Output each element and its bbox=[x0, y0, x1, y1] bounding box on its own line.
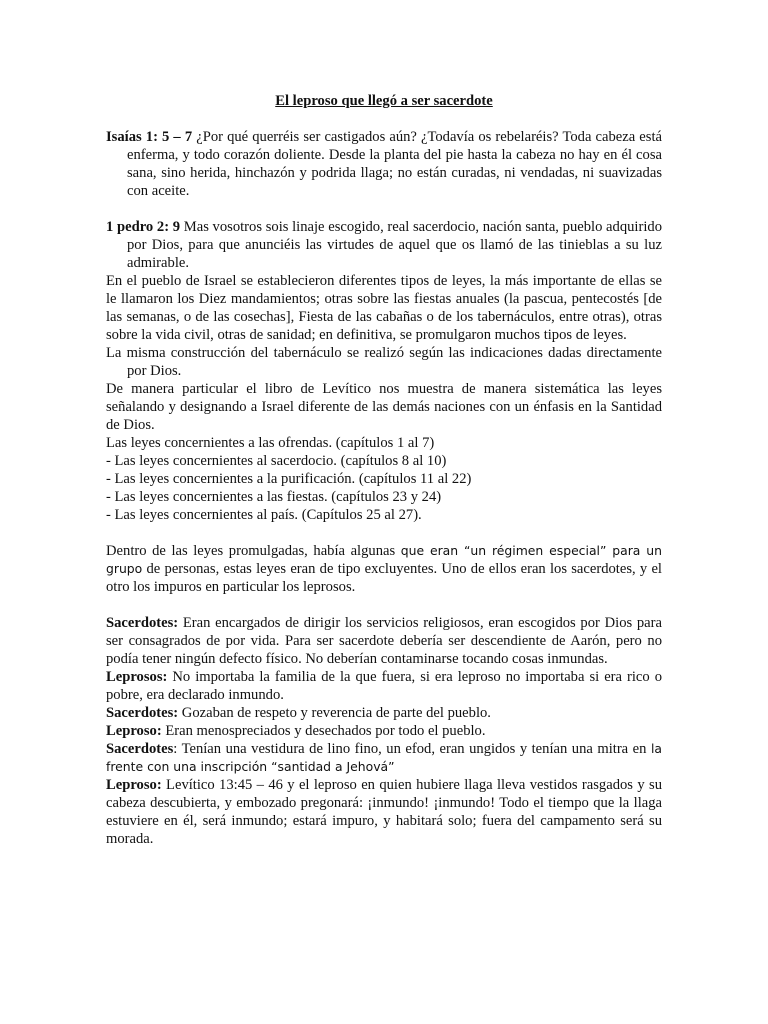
leyes-list-item: - Las leyes concernientes a la purificación. (capítulos 11 al 22) bbox=[106, 471, 472, 487]
leprosos-label: Leprosos: bbox=[106, 669, 168, 685]
leproso-label: Leproso: bbox=[106, 777, 162, 793]
spacer bbox=[106, 596, 662, 614]
sacerdotes-label: Sacerdotes: bbox=[106, 705, 179, 721]
sacerdotes-inscription: la frente con una inscripción “santidad a Jehová” bbox=[106, 741, 662, 774]
spacer bbox=[106, 200, 662, 218]
leyes-list-item: Las leyes concernientes a las ofrendas. (capítulos 1 al 7) bbox=[106, 435, 435, 451]
leprosos-status-text: No importaba la familia de la que fuera, si era leproso no importaba si era rico o pobre, era declarado inmundo. bbox=[106, 669, 662, 703]
leyes-list-item: - Las leyes concernientes a las fiestas. (capítulos 23 y 24) bbox=[106, 489, 442, 505]
pedro-text: Mas vosotros sois linaje escogido, real sacerdocio, nación santa, pueblo adquirido por Dios, para que anunciéis las virtudes de aquel que os llamó de las tinieblas a su luz admirable. bbox=[127, 219, 662, 271]
regimen-text-start: Dentro de las leyes promulgadas, había algunas bbox=[106, 543, 401, 559]
levitico-paragraph: De manera particular el libro de Levítico nos muestra de manera sistemática las leyes señalando y designando a Israel diferente de las demás naciones con un énfasis en la Santidad de Dios. bbox=[106, 381, 662, 433]
leyes-list-item: - Las leyes concernientes al sacerdocio. (capítulos 8 al 10) bbox=[106, 453, 447, 469]
regimen-text-end: de personas, estas leyes eran de tipo excluyentes. Uno de ellos eran los sacerdotes, y el otro los impuros en particular los leprosos. bbox=[106, 561, 662, 595]
leproso-levitico-text: Levítico 13:45 – 46 y el leproso en quien hubiere llaga lleva vestidos rasgados y su cabeza descubierta, y embozado pregonará: ¡inmundo! ¡inmundo! Todo el tiempo que la llaga estuviere en él, será inmundo; estará impuro, y habitará solo; fuera del campamento será su morada. bbox=[106, 777, 662, 847]
leyes-list-item: - Las leyes concernientes al país. (Capítulos 25 al 27). bbox=[106, 507, 422, 523]
sacerdotes-respect bbox=[106, 704, 662, 722]
leprosos-status bbox=[106, 668, 662, 704]
sacerdotes-vestments-text: : Tenían una vestidura de lino fino, un efod, eran ungidos y tenían una mitra en bbox=[173, 741, 651, 757]
document-title: El leproso que llegó a ser sacerdote bbox=[275, 93, 493, 109]
isaias-text: ¿Por qué querréis ser castigados aún? ¿Todavía os rebelaréis? Toda cabeza está enferma, y todo corazón doliente. Desde la planta del pie hasta la cabeza no hay en él cosa sana, sino herida, hinchazón y podrida llaga; no están curadas, ni vendadas, ni suavizadas con aceite. bbox=[127, 129, 662, 199]
regimen-paragraph bbox=[106, 542, 662, 596]
leproso-despised-text: Eran menospreciados y desechados por todo el pueblo. bbox=[161, 723, 486, 739]
isaias-verse bbox=[106, 128, 662, 200]
sacerdotes-duties bbox=[106, 614, 662, 668]
pedro-verse bbox=[106, 218, 662, 272]
document-page bbox=[106, 92, 662, 848]
regimen-quote: que eran “un régimen especial” para un grupo bbox=[106, 543, 662, 576]
sacerdotes-label: Sacerdotes: bbox=[106, 615, 179, 631]
israel-paragraph: En el pueblo de Israel se establecieron diferentes tipos de leyes, la más importante de ellas se le llamaron los Diez mandamientos; otras sobre las fiestas anuales (la pascua, pentecostés [de las semanas, o de las cosechas], Fiesta de las cabañas o de los tabernáculos, entre otras), otras sobre la vida civil, otras de sanidad; en definitiva, se promulgaron muchos tipos de leyes. bbox=[106, 273, 662, 343]
spacer bbox=[106, 524, 662, 542]
sacerdotes-label: Sacerdotes bbox=[106, 741, 174, 757]
leproso-label: Leproso: bbox=[106, 723, 162, 739]
sacerdotes-vestments bbox=[106, 740, 662, 776]
sacerdotes-duties-text: Eran encargados de dirigir los servicios religiosos, eran escogidos por Dios para ser consagrados de por vida. Para ser sacerdote debería ser descendiente de Aarón, pero no podía tener ningún defecto físico. No deberían contaminarse tocando cosas inmundas. bbox=[106, 615, 662, 667]
pedro-reference: 1 pedro 2: 9 bbox=[106, 219, 181, 235]
tabernaculo-paragraph: La misma construcción del tabernáculo se realizó según las indicaciones dadas directamente por Dios. bbox=[106, 345, 662, 379]
sacerdotes-respect-text: Gozaban de respeto y reverencia de parte del pueblo. bbox=[178, 705, 491, 721]
leproso-despised bbox=[106, 722, 662, 740]
isaias-reference: Isaías 1: 5 – 7 bbox=[106, 129, 193, 145]
leproso-levitico bbox=[106, 776, 662, 848]
